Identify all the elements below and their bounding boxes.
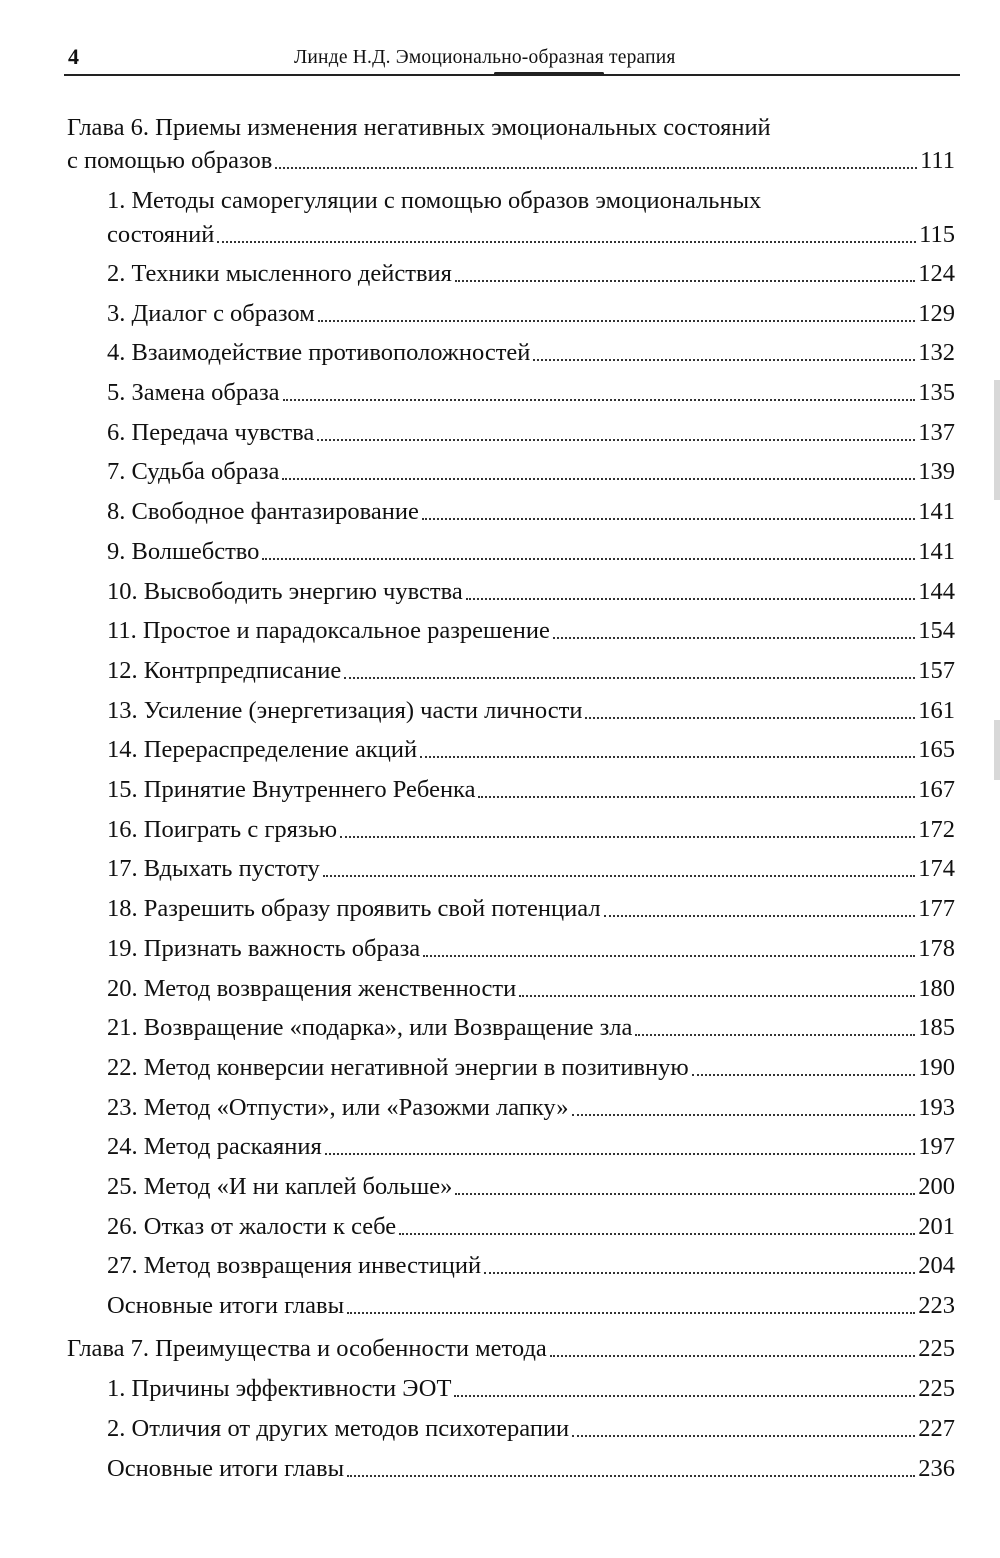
toc-entry-label: 6. Передача чувства [107,419,315,446]
toc-entry[interactable] [107,1132,955,1162]
toc-entry-label: Основные итоги главы [107,1455,345,1482]
toc-entry-label: 9. Волшебство [107,538,260,565]
toc-entry[interactable] [107,894,955,924]
page-ref: 236 [918,1455,955,1482]
toc-entry-label: 15. Принятие Внутреннего Ребенка [107,776,476,803]
page-ref: 201 [918,1213,955,1240]
leader-dots [325,1153,915,1155]
page-ref: 190 [918,1054,955,1081]
toc-entry-label: 14. Перераспределение акций [107,736,418,763]
toc-entry[interactable] [107,1013,955,1043]
toc-entry-label: 3. Диалог с образом [107,300,315,327]
toc-entry-label: состояний [107,221,215,248]
toc-entry-label: 27. Метод возвращения инвестиций [107,1252,482,1279]
toc-entry-label: 16. Поиграть с грязью [107,816,338,843]
leader-dots [347,1475,915,1477]
page-ref: 124 [918,260,955,287]
toc-entry[interactable] [107,1454,955,1484]
leader-dots [533,359,915,361]
leader-dots [553,637,915,639]
toc-entry[interactable] [107,378,955,408]
toc-entry[interactable] [67,146,955,176]
toc-entry[interactable] [107,974,955,1004]
toc-entry-label: 17. Вдыхать пустоту [107,855,320,882]
toc-entry-label: 12. Контрпредписание [107,657,342,684]
page-ref: 197 [918,1133,955,1160]
page-ref: 185 [918,1014,955,1041]
leader-dots [283,399,916,401]
toc-entry-label: 18. Разрешить образу проявить свой потенциал [107,895,601,922]
page-ref: 135 [918,379,955,406]
leader-dots [585,717,915,719]
leader-dots [455,1193,915,1195]
toc-entry[interactable] [107,616,955,646]
page-ref: 177 [918,895,955,922]
toc-entry[interactable] [107,1414,955,1444]
toc-entry[interactable] [67,1334,955,1364]
leader-dots [572,1114,916,1116]
scan-edge-shadow [994,720,1000,780]
leader-dots [344,677,915,679]
page-ref: 157 [918,657,955,684]
toc-entry-line [107,186,761,216]
leader-dots [455,280,915,282]
chapter-6-title-cont: с помощью образов [67,147,273,174]
toc-entry-label: 2. Отличия от других методов психотерапии [107,1415,570,1442]
toc-entry-label: Основные итоги главы [107,1292,345,1319]
page-ref: 167 [918,776,955,803]
page-ref: 225 [918,1335,955,1362]
leader-dots [347,1312,915,1314]
leader-dots [275,167,917,169]
toc-entry[interactable] [107,537,955,567]
leader-dots [519,995,915,997]
running-title: Линде Н.Д. Эмоционально-образная терапия [294,47,676,68]
toc-entry-label: 20. Метод возвращения женственности [107,975,517,1002]
toc-entry-label: 23. Метод «Отпусти», или «Разожми лапку» [107,1094,569,1121]
toc-entry-label: 2. Техники мысленного действия [107,260,452,287]
page-ref: 165 [918,736,955,763]
leader-dots [399,1233,915,1235]
toc-entry[interactable] [107,815,955,845]
toc-entry-label: 4. Взаимодействие противоположностей [107,339,531,366]
toc-entry[interactable] [107,1374,955,1404]
page-ref: 180 [918,975,955,1002]
leader-dots [323,875,915,877]
toc-entry-label: 1. Методы саморегуляции с помощью образов эмоциональных [107,187,762,214]
toc-entry[interactable] [107,457,955,487]
toc-entry[interactable] [107,775,955,805]
toc-entry-label: 26. Отказ от жалости к себе [107,1213,397,1240]
toc-entry[interactable] [107,220,955,250]
toc-entry[interactable] [107,735,955,765]
toc-entry[interactable] [107,299,955,329]
toc-entry[interactable] [107,418,955,448]
page-ref: 141 [918,498,955,525]
scan-edge-shadow [994,380,1000,500]
page-ref: 193 [918,1094,955,1121]
chapter-7-title: Глава 7. Преимущества и особенности метода [67,1335,547,1362]
toc-entry-label: 25. Метод «И ни каплей больше» [107,1173,453,1200]
page-ref: 129 [918,300,955,327]
leader-dots [550,1355,915,1357]
page-ref: 111 [920,147,955,174]
page-ref: 178 [918,935,955,962]
page-ref: 132 [918,339,955,366]
toc-entry[interactable] [107,1212,955,1242]
leader-dots [692,1074,916,1076]
toc-entry-label: 21. Возвращение «подарка», или Возвращение зла [107,1014,633,1041]
leader-dots [572,1435,915,1437]
toc-entry[interactable] [107,1172,955,1202]
toc-entry-label: 10. Высвободить энергию чувства [107,578,463,605]
toc-entry-label: 24. Метод раскаяния [107,1133,322,1160]
leader-dots [422,518,915,520]
toc-entry-label: 22. Метод конверсии негативной энергии в позитивную [107,1054,689,1081]
toc-entry[interactable] [107,1291,955,1321]
chapter-6-title: Глава 6. Приемы изменения негативных эмоциональных состояний [67,114,771,141]
leader-dots [423,955,915,957]
toc-entry[interactable] [107,854,955,884]
page-ref: 154 [918,617,955,644]
leader-dots [484,1272,915,1274]
toc-entry[interactable] [107,577,955,607]
leader-dots [466,598,916,600]
toc-entry-label: 7. Судьба образа [107,458,280,485]
leader-dots [318,320,916,322]
toc-entry[interactable] [107,1053,955,1083]
page-ref: 141 [918,538,955,565]
leader-dots [282,478,915,480]
toc-entry[interactable] [107,259,955,289]
page-ref: 115 [919,221,955,248]
leader-dots [478,796,915,798]
page-ref: 172 [918,816,955,843]
leader-dots [217,241,916,243]
toc-entry-label: 11. Простое и парадоксальное разрешение [107,617,550,644]
toc-entry[interactable] [107,338,955,368]
toc-entry-label: 13. Усиление (энергетизация) части личности [107,697,583,724]
leader-dots [262,558,915,560]
page-ref: 144 [918,578,955,605]
toc-entry-label: 8. Свободное фантазирование [107,498,419,525]
page-ref: 223 [918,1292,955,1319]
toc-entry[interactable] [107,497,955,527]
toc-entry-label: 5. Замена образа [107,379,280,406]
toc-entry[interactable] [107,1251,955,1281]
page-ref: 161 [918,697,955,724]
toc-entry[interactable] [107,696,955,726]
leader-dots [635,1034,915,1036]
leader-dots [317,439,915,441]
toc-entry[interactable] [107,1093,955,1123]
page-number: 4 [68,44,79,69]
chapter-title-line [67,113,771,143]
page-ref: 200 [918,1173,955,1200]
page-ref: 225 [918,1375,955,1402]
toc-entry-label: 1. Причины эффективности ЭОТ [107,1375,452,1402]
leader-dots [604,915,916,917]
leader-dots [454,1395,915,1397]
toc-entry[interactable] [107,656,955,686]
toc-entry[interactable] [107,934,955,964]
page-ref: 227 [918,1415,955,1442]
leader-dots [340,836,915,838]
page-ref: 137 [918,419,955,446]
page-ref: 174 [918,855,955,882]
toc-entry-label: 19. Признать важность образа [107,935,421,962]
page-ref: 204 [918,1252,955,1279]
leader-dots [420,756,915,758]
page-ref: 139 [918,458,955,485]
